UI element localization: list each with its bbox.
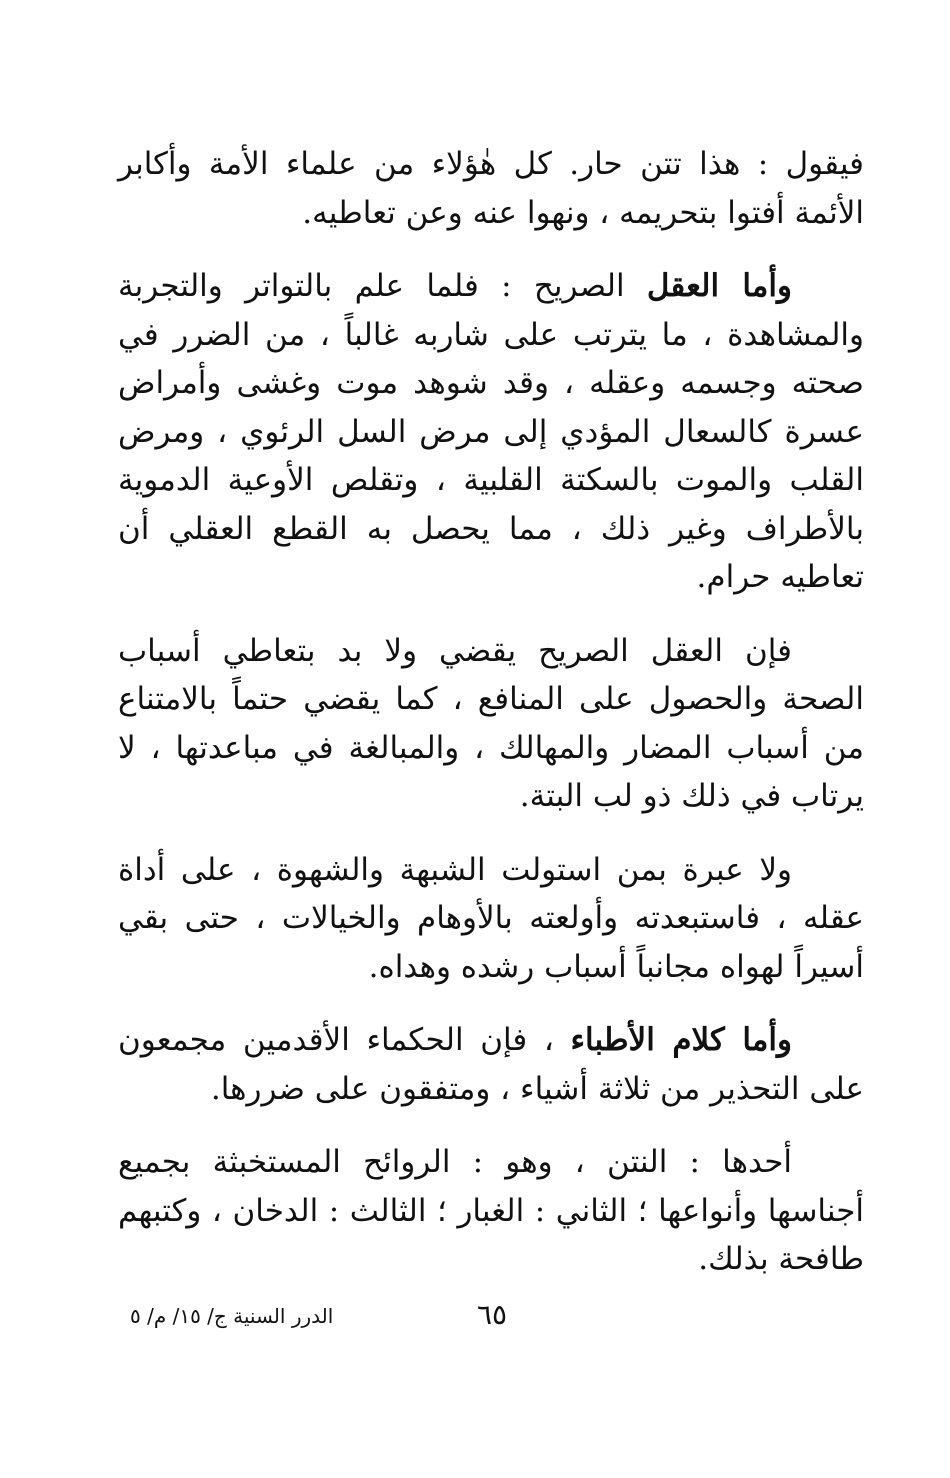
paragraph-4 [118, 846, 864, 992]
paragraph-5-text: ، فإن الحكماء الأقدمين مجمعون على التحذير من ثلاثة أشياء ، ومتفقون على ضررها. [118, 1022, 864, 1107]
paragraph-2-text: الصريح : فلما علم بالتواتر والتجربة والمشاهدة ، ما يترتب على شاربه غالباً ، من الضرر في صحته وجسمه وعقله ، وقد شوهد موت وغشى وأمراض عسرة كالسعال المؤدي إلى مرض السل الرئوي ، ومرض القلب والموت بالسكتة القلبية ، وتقلص الأوعية الدموية بالأطراف وغير ذلك ، مما يحصل به القطع العقلي أن تعاطيه حرام. [118, 268, 864, 595]
paragraph-5 [118, 1016, 864, 1113]
paragraph-2 [118, 262, 864, 602]
paragraph-6 [118, 1138, 864, 1284]
page-footer [0, 1298, 950, 1338]
source-reference: الدرر السنية ج/ ١٥/ م/ ٥ [130, 1304, 334, 1328]
paragraph-1 [118, 140, 864, 237]
paragraph-3-text: فإن العقل الصريح يقضي ولا بد بتعاطي أسباب الصحة والحصول على المنافع ، كما يقضي حتماً بالامتناع من أسباب المضار والمهالك ، والمبالغة في مباعدتها ، لا يرتاب في ذلك ذو لب البتة. [118, 632, 864, 814]
paragraph-1-text: فيقول : هذا تتن حار. كل هٰؤلاء من علماء الأمة وأكابر الأئمة أفتوا بتحريمه ، ونهوا عنه وعن تعاطيه. [118, 146, 864, 231]
body-text [118, 140, 864, 1309]
paragraph-6-text: أحدها : النتن ، وهو : الروائح المستخبثة بجميع أجناسها وأنواعها ؛ الثاني : الغبار ؛ الثالث : الدخان ، وكتبهم طافحة بذلك. [118, 1144, 864, 1277]
paragraph-2-lead: وأما العقل [646, 268, 792, 304]
paragraph-5-lead: وأما كلام الأطباء [570, 1022, 792, 1058]
paragraph-3 [118, 627, 864, 821]
paragraph-4-text: ولا عبرة بمن استولت الشبهة والشهوة ، على أداة عقله ، فاستبعدته وأولعته بالأوهام والخيالات ، حتى بقي أسيراً لهواه مجانباً أسباب رشده وهداه. [118, 851, 864, 985]
page-number: ٦٥ [476, 1298, 508, 1331]
